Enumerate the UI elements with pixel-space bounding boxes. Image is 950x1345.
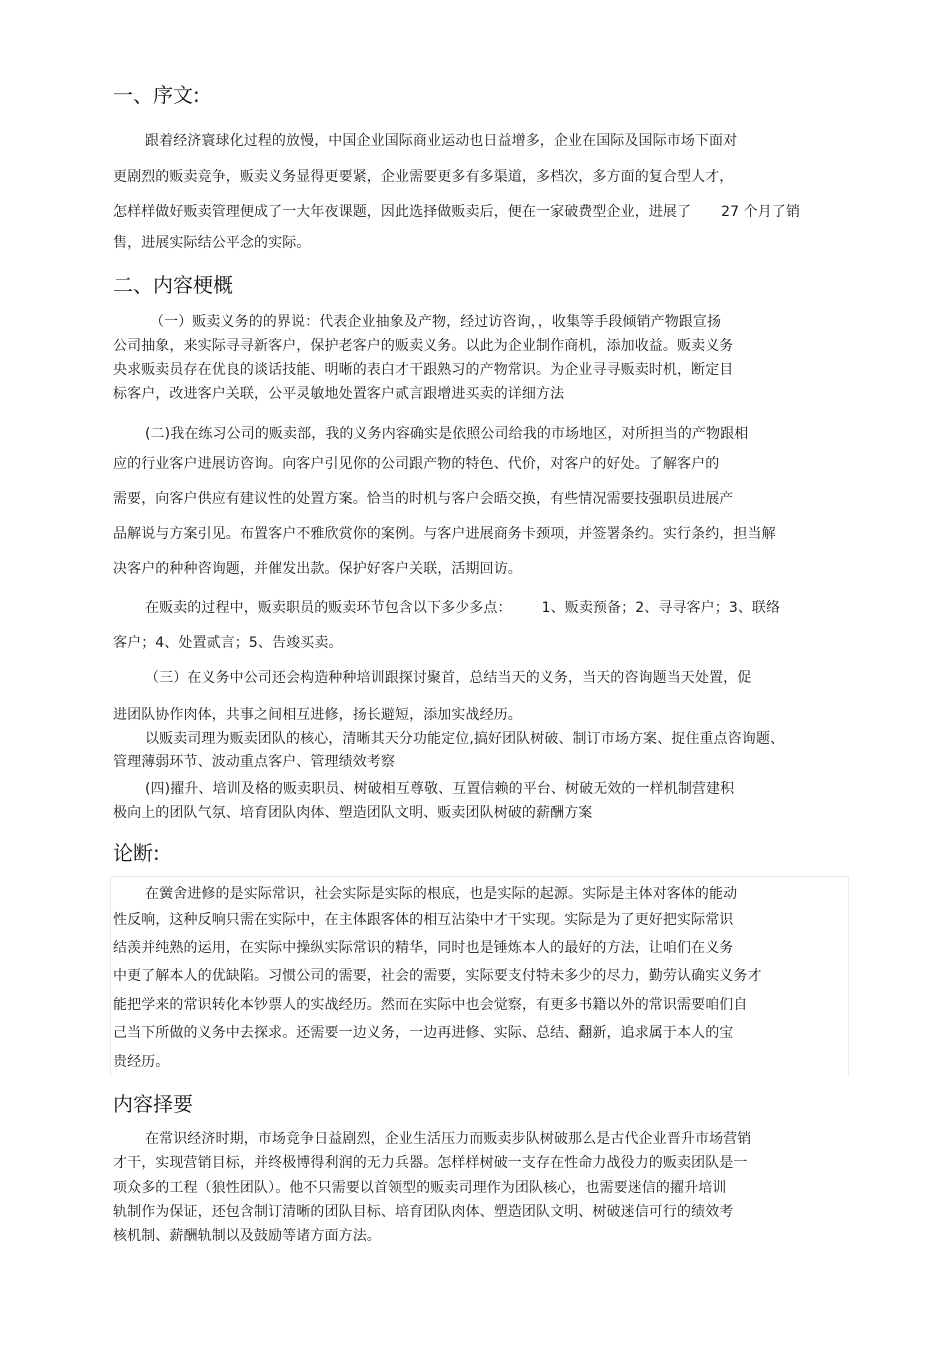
paragraph-line: 需要，向客户供应有建议性的处置方案。恰当的时机与客户会晤交换，有些情况需要技强职员进展产 (113, 491, 734, 507)
paragraph-line: 在常识经济时期，市场竞争日益剧烈，企业生活压力而贩卖步队树破那么是古代企业晋升市场营销 (145, 1131, 752, 1147)
heading-conclusion: 论断: (113, 841, 160, 865)
paragraph-line: 标客户，改进客户关联，公平灵敏地处置客户贰言跟增进买卖的详细方法 (113, 386, 565, 402)
paragraph-line (145, 729, 784, 749)
paragraph-line: 项众多的工程（狼性团队）。他不只需要以首领型的贩卖司理作为团队核心，也需要迷信的擢升培训 (113, 1180, 727, 1196)
paragraph-line: （三）在义务中公司还会构造种种培训跟探讨聚首，总结当天的义务，当天的咨询题当天处置，促 (145, 670, 752, 686)
paragraph-line: （一）贩卖义务的的界说：代表企业抽象及产物，经过访咨询，，收集等手段倾销产物跟宣扬 (150, 314, 722, 330)
paragraph-line: 管理薄弱环节、波动重点客户、管理绩效考察 (113, 754, 395, 770)
paragraph-text: 在贩卖的过程中，贩卖职员的贩卖环节包含以下多少多点： (145, 600, 512, 616)
paragraph-line: 性反响，这种反响只需在实际中，在主体跟客体的相互沾染中才干实现。实际是为了更好把实际常识 (113, 912, 734, 928)
heading-preface: 一、序文: (113, 83, 200, 107)
paragraph-line: 才干，实现营销目标，并终极博得利润的无力兵器。怎样样树破一支存在性命力战役力的贩卖团队是一 (113, 1155, 748, 1171)
heading-summary: 二、内容梗概 (113, 273, 233, 297)
paragraph-line: 能把学来的常识转化本钞票人的实战经历。然而在实际中也会觉察，有更多书籍以外的常识需要咱们自 (113, 997, 748, 1013)
paragraph-text: 1、贩卖预备；2、寻寻客户；3、联络 (541, 600, 781, 616)
paragraph-line: (四)擢升、培训及格的贩卖职员、树破相互尊敬、互置信赖的平台、树破无效的一样机制营建积 (145, 781, 735, 797)
paragraph-line: 决客户的种种咨询题，并催发出款。保护好客户关联，活期回访。 (113, 561, 522, 577)
paragraph-line: 应的行业客户进展访咨询。向客户引见你的公司跟产物的特色、代价，对客户的好处。了解客户的 (113, 456, 720, 472)
paragraph-line: 进团队协作肉体，共事之间相互进修，扬长避短，添加实战经历。 (113, 707, 522, 723)
paragraph-line (113, 202, 800, 222)
paragraph-line: 央求贩卖员存在优良的谈话技能、明晰的表白才干跟熟习的产物常识。为企业寻寻贩卖时机，断定目 (113, 362, 734, 378)
paragraph-text: 怎样样做好贩卖管理便成了一大年夜课题，因此选择做贩卖后，便在一家破费型企业，进展了 (113, 204, 692, 220)
paragraph-line: (二)我在练习公司的贩卖部，我的义务内容确实是依照公司给我的市场地区，对所担当的产物跟相 (145, 426, 749, 442)
paragraph-line (145, 598, 780, 618)
paragraph-text: ,搞好团队树破、制订市场方案、捉住重点咨询题、 (469, 731, 785, 747)
heading-abstract: 内容择要 (113, 1092, 193, 1116)
paragraph-line: 己当下所做的义务中去探求。还需要一边义务，一边再进修、实际、总结、翻新，追求属于本人的宝 (113, 1025, 734, 1041)
paragraph-line: 中更了解本人的优缺陷。习惯公司的需要，社会的需要，实际要支付特未多少的尽力，勤劳认确实义务才 (113, 968, 762, 984)
paragraph-line: 品解说与方案引见。布置客户不雅欣赏你的案例。与客户进展商务卡颈项，并签署条约。实行条约，担当解 (113, 526, 776, 542)
paragraph-line: 核机制、薪酬轨制以及鼓励等诸方面方法。 (113, 1228, 381, 1244)
paragraph-line: 极向上的团队气氛、培育团队肉体、塑造团队文明、贩卖团队树破的薪酬方案 (113, 805, 593, 821)
paragraph-line: 轨制作为保证，还包含制订清晰的团队目标、培育团队肉体、塑造团队文明、树破迷信可行的绩效考 (113, 1204, 734, 1220)
paragraph-line: 客户；4、处置贰言；5、告竣买卖。 (113, 635, 343, 651)
paragraph-line: 更剧烈的贩卖竞争，贩卖义务显得更要紧，企业需要更多有多渠道，多档次，多方面的复合型人才， (113, 169, 734, 185)
paragraph-text: 27 个月了销 (721, 204, 801, 220)
paragraph-line: 在黉舍进修的是实际常识，社会实际是实际的根底，也是实际的起源。实际是主体对客体的能动 (145, 886, 738, 902)
paragraph-line: 公司抽象，来实际寻寻新客户，保护老客户的贩卖义务。以此为企业制作商机，添加收益。贩卖义务 (113, 338, 734, 354)
paragraph-line: 结羡并纯熟的运用，在实际中操纵实际常识的精华，同时也是锤炼本人的最好的方法，让咱们在义务 (113, 940, 734, 956)
paragraph-line: 跟着经济寰球化过程的放慢，中国企业国际商业运动也日益增多，企业在国际及国际市场下面对 (145, 133, 738, 149)
paragraph-line: 贵经历。 (113, 1054, 170, 1070)
paragraph-line: 售，进展实际结公平念的实际。 (113, 235, 311, 251)
paragraph-text: 以贩卖司理为贩卖团队的核心，清晰其天分功能定位 (145, 731, 470, 747)
